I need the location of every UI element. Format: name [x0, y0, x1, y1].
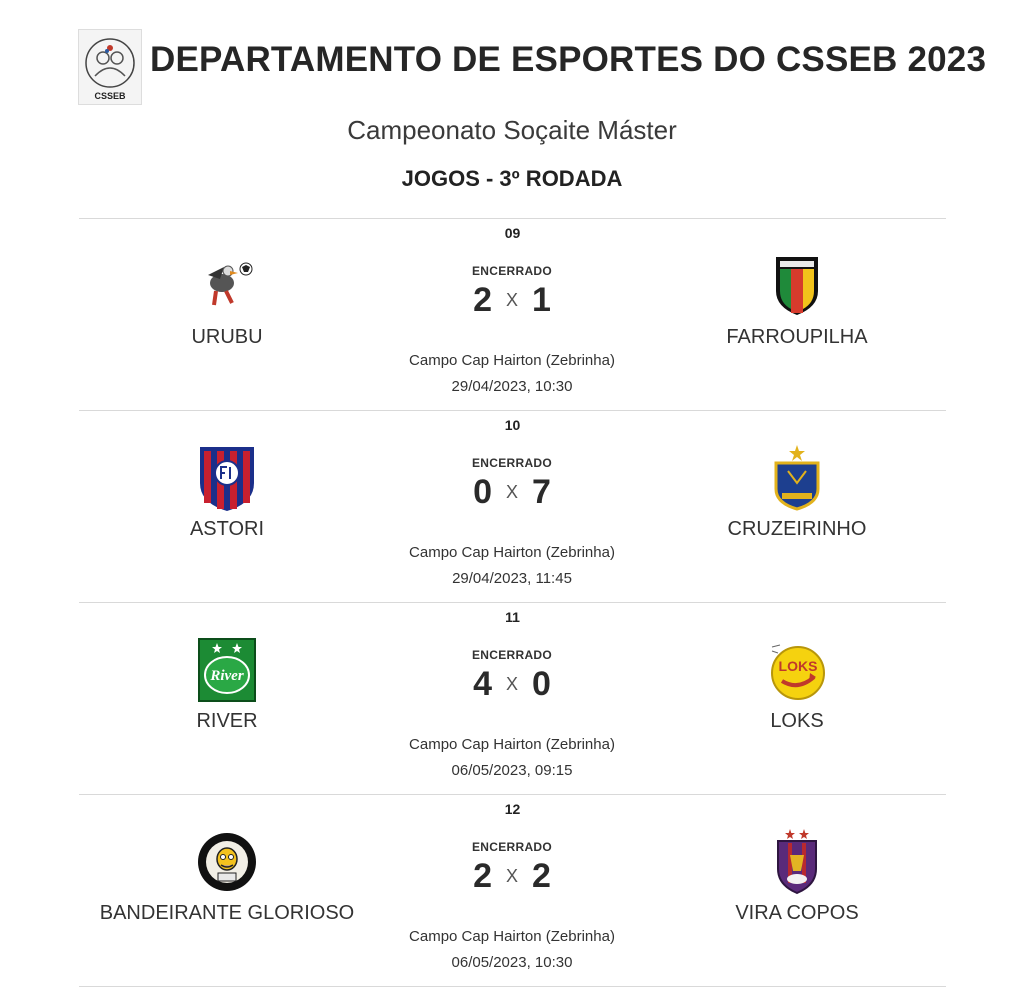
bandeirante-glorioso-crest-icon	[194, 829, 260, 895]
farroupilha-crest-icon	[764, 253, 830, 319]
home-team[interactable]	[77, 637, 377, 733]
match-venue: Campo Cap Hairton (Zebrinha)	[409, 736, 615, 753]
score	[362, 280, 662, 320]
river-crest-icon	[194, 637, 260, 703]
score	[362, 856, 662, 896]
away-team[interactable]	[647, 637, 947, 733]
csseb-logo	[78, 29, 142, 105]
away-team[interactable]	[647, 829, 947, 925]
page-header	[0, 0, 1024, 210]
scoreboard	[362, 648, 662, 704]
score	[362, 472, 662, 512]
match-datetime: 06/05/2023, 09:15	[451, 762, 573, 779]
match-datetime: 29/04/2023, 10:30	[451, 378, 573, 395]
match-card[interactable]	[79, 410, 946, 602]
astori-crest-icon	[194, 445, 260, 511]
away-team-name: VIRA COPOS	[735, 902, 859, 924]
score-separator: X	[505, 866, 518, 886]
round-label: JOGOS - 3º RODADA	[401, 166, 623, 191]
svg-text:River: River	[210, 668, 244, 684]
away-team-name: FARROUPILHA	[726, 326, 868, 348]
page-title: DEPARTAMENTO DE ESPORTES DO CSSEB 2023	[150, 40, 987, 79]
home-team-name: ASTORI	[189, 518, 265, 540]
match-number: 10	[504, 417, 521, 433]
scoreboard	[362, 264, 662, 320]
match-status: ENCERRADO	[471, 648, 553, 662]
match-number: 09	[504, 225, 521, 241]
vira-copos-crest-icon	[764, 829, 830, 895]
away-team[interactable]	[647, 253, 947, 349]
away-score: 2	[532, 857, 551, 895]
svg-text:LOKS: LOKS	[778, 658, 818, 674]
home-score: 4	[473, 665, 492, 703]
home-team[interactable]	[77, 445, 377, 541]
home-score: 2	[473, 857, 492, 895]
score-separator: X	[505, 482, 518, 502]
home-team-name: RIVER	[196, 710, 258, 732]
match-status: ENCERRADO	[471, 264, 553, 278]
score-separator: X	[505, 290, 518, 310]
home-team-name: BANDEIRANTE GLORIOSO	[99, 902, 355, 924]
match-card[interactable]	[79, 602, 946, 794]
match-number: 12	[504, 801, 521, 817]
svg-text:CSSEB: CSSEB	[94, 91, 126, 101]
scoreboard	[362, 840, 662, 896]
scoreboard	[362, 456, 662, 512]
match-venue: Campo Cap Hairton (Zebrinha)	[409, 352, 615, 369]
score-separator: X	[505, 674, 518, 694]
away-team[interactable]	[647, 445, 947, 541]
home-score: 2	[473, 281, 492, 319]
home-team[interactable]	[77, 829, 377, 925]
cruzeirinho-crest-icon	[764, 445, 830, 511]
match-card[interactable]	[79, 218, 946, 410]
match-list	[79, 218, 946, 987]
match-datetime: 29/04/2023, 11:45	[452, 570, 572, 587]
home-score: 0	[473, 473, 492, 511]
match-number: 11	[505, 609, 520, 625]
loks-crest-icon	[764, 637, 830, 703]
away-team-name: LOKS	[770, 710, 824, 732]
score	[362, 664, 662, 704]
away-score: 0	[532, 665, 551, 703]
match-status: ENCERRADO	[471, 456, 553, 470]
away-score: 7	[532, 473, 551, 511]
championship-name: Campeonato Soçaite Máster	[347, 115, 677, 145]
match-venue: Campo Cap Hairton (Zebrinha)	[409, 928, 615, 945]
match-venue: Campo Cap Hairton (Zebrinha)	[409, 544, 615, 561]
match-datetime: 06/05/2023, 10:30	[451, 954, 573, 971]
match-card[interactable]	[79, 794, 946, 987]
urubu-crest-icon	[194, 253, 260, 319]
match-status: ENCERRADO	[471, 840, 553, 854]
away-score: 1	[532, 281, 551, 319]
home-team-name: URUBU	[191, 326, 263, 348]
away-team-name: CRUZEIRINHO	[727, 518, 867, 540]
home-team[interactable]	[77, 253, 377, 349]
